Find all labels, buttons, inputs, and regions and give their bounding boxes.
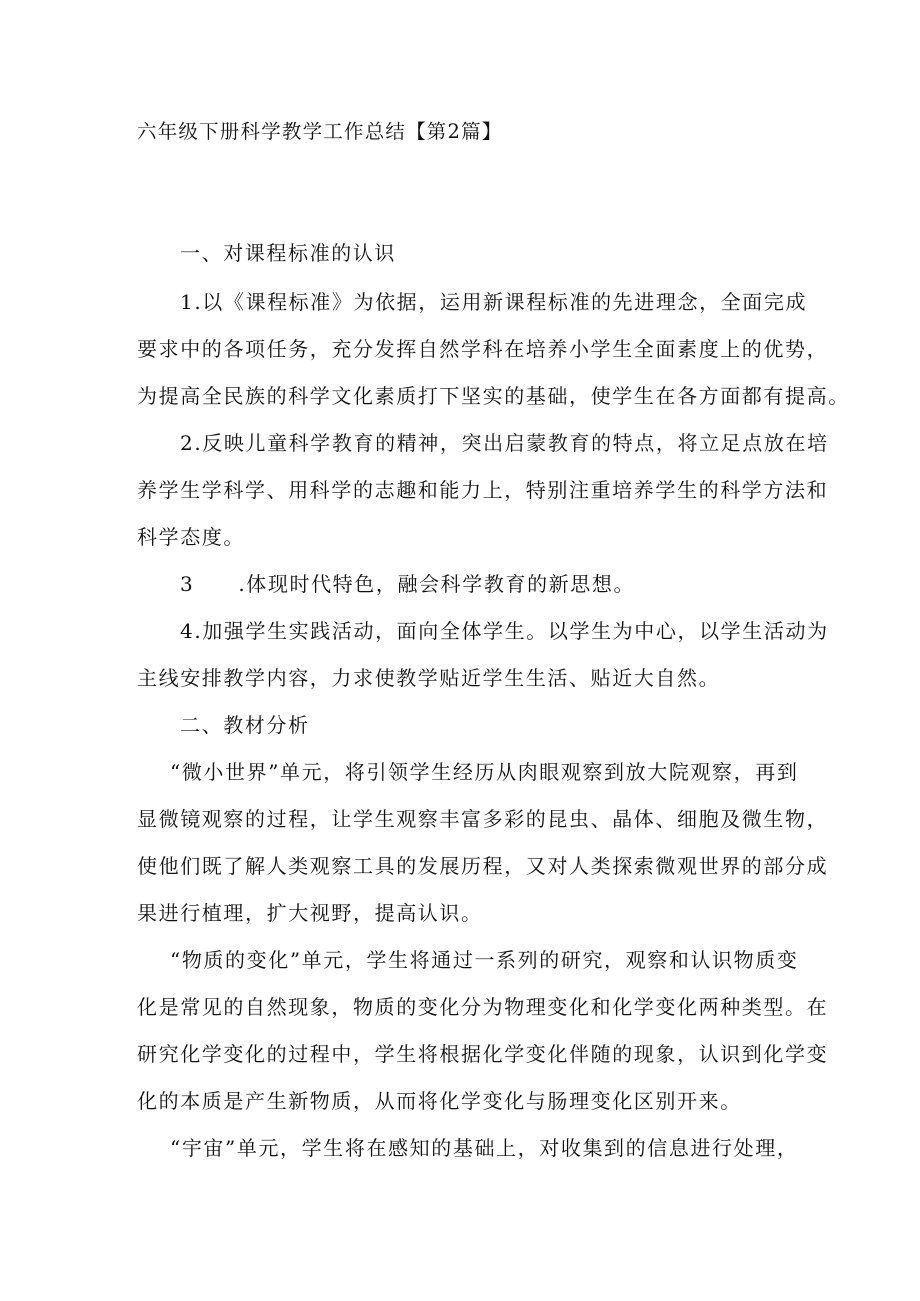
list-item-line [180,617,829,645]
paragraph-line: 科学态度。 [137,525,245,549]
paragraph-line: 要求中的各项任务，充分发挥自然学科在培养小学生全面素度上的优势， [137,337,829,361]
section-heading: 一、对课程标准的认识 [180,241,396,265]
paragraph-line: 使他们既了解人类观察工具的发展历程，又对人类探索微观世界的部分成 [137,854,829,878]
paragraph-line: 研究化学变化的过程中，学生将根据化学变化伴随的现象，认识到化学变 [137,1042,829,1066]
paragraph-line: “微小世界”单元，将引领学生经历从肉眼观察到放大院观察，再到 [170,760,799,784]
list-item-line [180,429,829,457]
item-text: .反映儿童科学教育的精神，突出启蒙教育的特点，将立足点放在培 [194,431,829,455]
list-item-line [180,288,807,316]
item-text: .体现时代特色，融会科学教育的新思想。 [238,572,636,596]
paragraph-line: “宇宙”单元，学生将在感知的基础上，对收集到的信息进行处理， [170,1136,799,1160]
paragraph-line: 化的本质是产生新物质，从而将化学变化与肠理变化区别开来。 [137,1089,742,1113]
paragraph-line: 主线安排教学内容，力求使教学贴近学生生活、贴近大自然。 [137,666,721,690]
paragraph-line: “物质的变化”单元，学生将通过一系列的研究，观察和认识物质变 [170,948,799,972]
item-number: 2 [180,431,195,455]
item-text: .以《课程标准》为依据，运用新课程标准的先进理念，全面完成 [194,290,808,314]
paragraph-line: 果进行植理，扩大视野，提高认识。 [137,901,483,925]
document-title: 六年级下册科学教学工作总结【第2篇】 [137,120,503,143]
paragraph-line: 养学生学科学、用科学的志趣和能力上，特别注重培养学生的科学方法和 [137,478,829,502]
item-text: .加强学生实践活动，面向全体学生。以学生为中心，以学生活动为 [194,619,829,643]
item-number: 4 [180,619,195,643]
paragraph-line: 化是常见的自然现象，物质的变化分为物理变化和化学变化两种类型。在 [137,995,829,1019]
paragraph-line: 显微镜观察的过程，让学生观察丰富多彩的昆虫、晶体、细胞及微生物， [137,807,829,831]
item-number: 3 [180,572,195,596]
paragraph-line: 为提高全民族的科学文化素质打下坚实的基础，使学生在各方面都有提高。 [137,384,850,408]
section-heading: 二、教材分析 [180,713,310,737]
list-item-line [180,570,635,598]
item-number: 1 [180,290,195,314]
